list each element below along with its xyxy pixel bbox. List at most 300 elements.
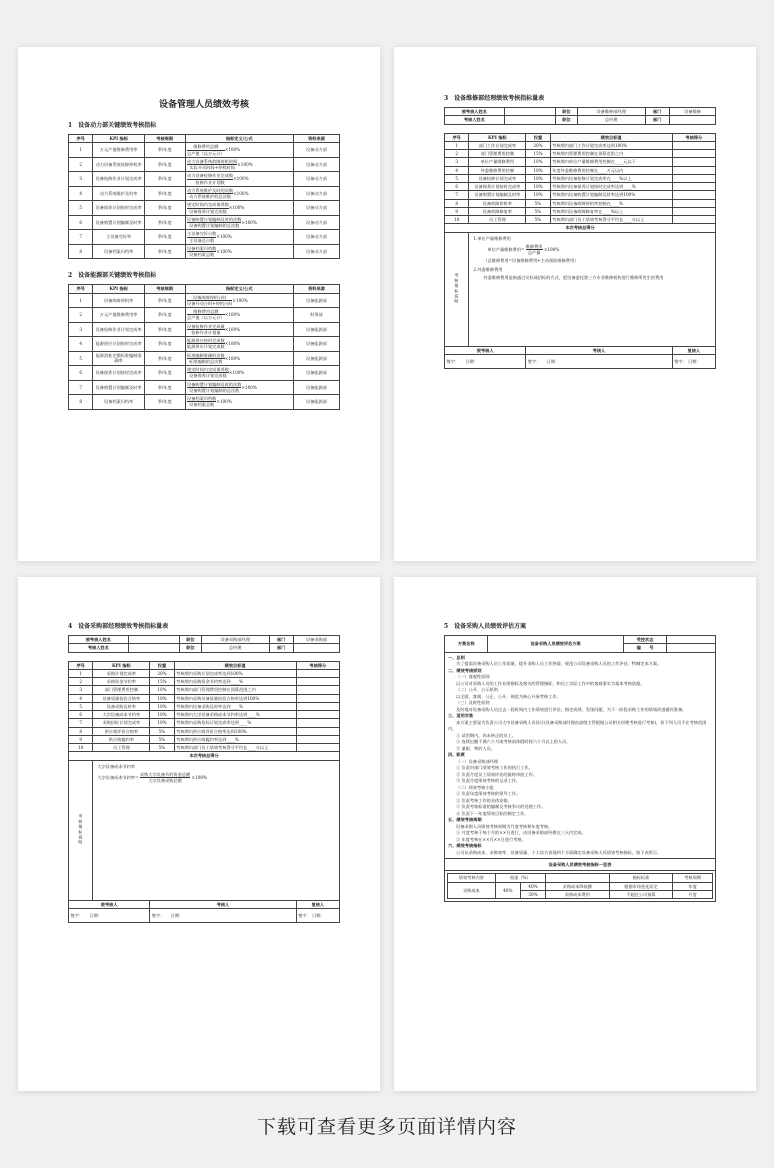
col-header: KPI 指标 — [469, 133, 526, 141]
weight: 10% — [150, 686, 174, 694]
row-number: 8 — [445, 199, 469, 207]
row-number: 9 — [69, 735, 93, 743]
target: 考核期内单位产量维修费用控制在____元以下 — [550, 158, 672, 166]
document-page-3 — [18, 577, 380, 1091]
data-source: 设备动力部 — [293, 172, 339, 187]
denominator: 主设备总台数 — [189, 237, 215, 243]
section-heading: 三、适用对象 — [448, 713, 474, 718]
row-number: 1 — [69, 143, 93, 158]
label: 考核人姓名 — [445, 116, 505, 124]
kpi-name: 动力设备系统故障停机率 — [93, 157, 144, 172]
score — [672, 183, 715, 191]
total-score-label: 本次考核总得分 — [69, 752, 340, 760]
denominator: 设备保养计划完成数 — [189, 208, 227, 214]
table-row — [445, 216, 716, 224]
table-row — [445, 191, 716, 199]
kpi-name: 部门管理费用控制 — [469, 150, 526, 158]
numerator: 动力系统维护及时的次数 — [187, 187, 234, 193]
data-source: 设备能源部 — [293, 293, 339, 308]
section-heading: 二、绩效考核原则 — [448, 667, 482, 673]
numerator: 设备档案归档数 — [187, 396, 217, 401]
numerator: 设备购置计划编制及时的次数 — [187, 216, 242, 222]
formula — [185, 380, 293, 395]
score — [672, 216, 715, 224]
fraction — [187, 295, 232, 307]
sig-cell — [150, 908, 296, 922]
table-row — [69, 143, 340, 158]
sig-header: 复核人 — [296, 900, 339, 908]
target: 考核期内设备故障停机率控制在____% — [550, 199, 672, 207]
row-number: 5 — [69, 702, 93, 710]
col-header: 资料来源 — [293, 135, 339, 143]
weight: 20% — [150, 669, 174, 677]
date-label: 日期： — [170, 912, 184, 918]
fraction — [187, 367, 229, 379]
col-header: 权重（%） — [495, 874, 545, 882]
page-title: 设备管理人员绩效考核 — [158, 100, 249, 110]
sign-label: 签字： — [446, 358, 457, 364]
data-source: 设备动力部 — [293, 201, 339, 216]
paragraph: 以全面、客观、公正、公开、规范为核心开展考核工作。 — [456, 693, 561, 699]
date-label: 日期： — [688, 358, 701, 364]
formula-tail: ×100% — [224, 355, 241, 361]
row-number: 8 — [69, 395, 93, 410]
weight: 10% — [526, 183, 550, 191]
col-header — [546, 874, 610, 882]
denominator: 能源供应计划完成数 — [187, 344, 225, 350]
table-row — [445, 141, 716, 149]
kpi-name: 员工管理 — [469, 216, 526, 224]
period: 季/年度 — [144, 157, 185, 172]
paragraph: 为了提高设备采购人员工作质量，提升采购人员工作热情，规范公司设备采购人员的工作评估，特制定本方案。 — [456, 661, 662, 666]
sig-header: 被考核人 — [69, 900, 150, 908]
kpi-name: 设备故障停机率 — [469, 199, 526, 207]
fraction — [187, 353, 225, 365]
target: 考核期内管理费用控制在预算范围之内 — [550, 150, 672, 158]
col-header: 序号 — [69, 661, 93, 669]
score — [296, 744, 339, 752]
target: 考核期内采购计划完成率达到100% — [174, 669, 296, 677]
score — [672, 174, 715, 182]
row-number: 5 — [69, 351, 93, 366]
denominator: 设备购置计划编制的总次数 — [189, 387, 240, 393]
denominator: 检修作业计划量 — [191, 329, 221, 335]
fraction — [187, 159, 237, 171]
table-row — [69, 669, 340, 677]
formula — [185, 172, 293, 187]
col-header: 资料来源 — [293, 285, 339, 293]
label: 职位 — [556, 108, 578, 116]
paragraph: ③ 负责考核标准的编制及考核争议的处理工作。 — [456, 804, 546, 809]
value: 设备维修部经理 — [577, 108, 645, 116]
denominator: 设备保养计划完成数 — [189, 373, 227, 379]
col-header: 考核周期 — [144, 285, 185, 293]
paragraph: ④ 负责下一年度绩效目标的制定工作。 — [456, 810, 529, 816]
weight: 10% — [150, 719, 174, 727]
row-number: 7 — [69, 230, 93, 245]
weight: 5% — [526, 207, 550, 215]
target: 考核期内供应商履约率达到____% — [174, 735, 296, 743]
fraction — [187, 188, 233, 200]
value — [669, 116, 715, 124]
target: 考核期内设备保养计划按时完成率达到____% — [550, 183, 672, 191]
plan-table — [444, 635, 716, 902]
score — [672, 158, 715, 166]
weight: 5% — [526, 216, 550, 224]
table-row — [69, 678, 340, 686]
table-row — [445, 174, 716, 182]
note-item: 1.单位产量维修费用 — [473, 235, 511, 241]
table-row — [69, 366, 340, 381]
fraction — [187, 396, 216, 408]
sig-cell — [69, 908, 150, 922]
fraction — [187, 231, 216, 243]
sig-header: 考核人 — [150, 900, 296, 908]
formula-tail: ×100% — [237, 161, 253, 167]
formula-tail: ×100% — [241, 219, 257, 225]
cycle: 月度 — [673, 890, 713, 898]
period: 季/年度 — [144, 230, 185, 245]
paragraph: （一）客观性原则 — [456, 674, 490, 679]
paragraph: （一）设备采购部经理 — [456, 758, 498, 764]
data-source: 设备动力部 — [293, 215, 339, 230]
note-label: 考核指标说明 — [445, 232, 469, 346]
kpi-name: 设备检修作业计划完成率 — [93, 172, 144, 187]
weight: 40% — [520, 882, 545, 890]
numerator: 规定时间内完成保养数 — [187, 202, 229, 208]
numerator: 能源供应按时完成数 — [187, 338, 225, 343]
paragraph: ② 负责考核工作的具体安排。 — [456, 797, 512, 803]
numerator: 设备故障停机台时 — [187, 295, 232, 301]
weight: 10% — [526, 191, 550, 199]
label: 部门 — [269, 644, 293, 652]
formula-tail: ×100% — [216, 248, 232, 254]
period: 季/年度 — [144, 143, 185, 158]
label: 被考核人姓名 — [445, 108, 505, 116]
kpi-name: 设备档案归档率 — [93, 395, 144, 410]
paragraph: ③ 兼职、特约人员。 — [456, 745, 496, 751]
formula-tail: ×100% — [224, 326, 241, 332]
weight: 15% — [526, 150, 550, 158]
row-number: 8 — [69, 244, 93, 259]
data-source: 设备能源部 — [293, 351, 339, 366]
col-header: KPI 指标 — [93, 135, 144, 143]
fraction — [526, 244, 543, 256]
col-header: 绩效考核内容 — [448, 874, 496, 882]
numerator: 设备购置计划编制及时的次数 — [187, 381, 242, 387]
target: 考核期内部门员工绩效考核得分平均在____分以上 — [174, 744, 296, 752]
fraction — [187, 309, 225, 321]
paragraph: ② 年度考核在××月××日进行考核。 — [456, 836, 526, 842]
table-row — [69, 293, 340, 308]
fraction — [187, 202, 229, 214]
kpi-name: 采购招标计划完成率 — [93, 719, 150, 727]
kpi-name: 设备检修计划完成率 — [469, 174, 526, 182]
kpi-name: 大宗设备成本节约率 — [93, 711, 150, 719]
weight: 5% — [150, 727, 174, 735]
kpi-name: 采购资金节约率 — [93, 678, 150, 686]
period: 季/年度 — [144, 186, 185, 201]
numerator: 维修费用 — [525, 243, 543, 249]
date-label: 日期： — [312, 912, 325, 918]
table-row — [69, 744, 340, 752]
date-label: 日期： — [465, 358, 478, 364]
period: 季/年度 — [144, 293, 185, 308]
weight: 5% — [526, 199, 550, 207]
row-number: 8 — [69, 727, 93, 735]
formula — [97, 772, 335, 784]
denominator: 检修作业计划数 — [195, 179, 225, 185]
kpi-name: 设备购置计划编制及时率 — [469, 191, 526, 199]
sign-label: 签字： — [298, 912, 311, 918]
table-row — [69, 380, 340, 395]
kpi-name: 设备购置计划编制及时率 — [93, 380, 144, 395]
data-source: 设备能源部 — [293, 366, 339, 381]
target: 考核期内大宗设备采购成本节约率达到____% — [174, 711, 296, 719]
section-heading: 4 设备采购部经理绩效考核指标量表 — [68, 623, 169, 630]
sig-cell — [672, 354, 715, 368]
target: 考核期内设备采购及时率达到____% — [174, 702, 296, 710]
denominator: 大宗设备采购总额 — [148, 778, 182, 783]
sig-cell — [445, 354, 526, 368]
note-sub: （总维修费用=设备维修费用+主动预防维修费用） — [483, 258, 579, 264]
weight: 5% — [150, 744, 174, 752]
sig-header: 考核人 — [526, 346, 672, 354]
section-heading: 六、绩效考核指标 — [448, 843, 482, 848]
numerator: 设备检修作业完成量 — [187, 323, 225, 329]
note-content — [469, 232, 716, 346]
score — [296, 727, 339, 735]
formula-tail: ×100% — [241, 384, 257, 390]
target: 年度外委维修费用控制在____万元以内 — [550, 166, 672, 174]
table-row — [445, 150, 716, 158]
weight: 10% — [526, 166, 550, 174]
paragraph: ② 负责月度员工绩效评估的最终审批工作。 — [456, 771, 537, 777]
col-header: 考核得分 — [672, 133, 715, 141]
kpi-name: 设备采购及时率 — [93, 702, 150, 710]
info-table — [68, 635, 340, 653]
section-heading: 3 设备维修部经理绩效考核指标量表 — [444, 95, 545, 102]
formula — [473, 244, 711, 256]
label: 部门 — [269, 636, 293, 644]
score — [296, 694, 339, 702]
label: 部门 — [645, 108, 669, 116]
col-header: 考核周期 — [144, 135, 185, 143]
weight: 10% — [526, 174, 550, 182]
paragraph: 及时地对设备采购人员过去一段时间内工作绩效进行评估，指定成绩，发现问题，为下一阶段采购工作的绩效改进做好准备。 — [456, 706, 687, 712]
paragraph: ① 试用期内，尚未转正的员工。 — [456, 732, 516, 738]
formula — [185, 186, 293, 201]
data-source: 设备能源部 — [293, 380, 339, 395]
row-number: 3 — [69, 172, 93, 187]
row-number: 5 — [445, 174, 469, 182]
table-row — [445, 158, 716, 166]
table-row — [445, 199, 716, 207]
row-number: 6 — [69, 215, 93, 230]
table-row — [69, 201, 340, 216]
score — [296, 686, 339, 694]
table-row — [69, 186, 340, 201]
kpi-name: 供应商履约率 — [93, 735, 150, 743]
period: 季/年度 — [144, 201, 185, 216]
col-header: 序号 — [69, 135, 93, 143]
weight: 10% — [150, 702, 174, 710]
value — [504, 108, 555, 116]
kpi-name: 部门工作计划完成率 — [469, 141, 526, 149]
paragraph: ① 负责年度绩效考核的领导工作。 — [456, 791, 521, 796]
table-row — [69, 702, 340, 710]
formula-tail: ×100% — [216, 398, 232, 404]
group-weight: 40% — [495, 882, 520, 899]
total-score-label: 本次考核总得分 — [445, 224, 716, 232]
table-row — [445, 166, 716, 174]
formula-left: 大宗设备成本节约率= — [97, 774, 139, 780]
paragraph: （二）公开、公示原则 — [456, 687, 498, 692]
denominator: 设备购置计划编制的总次数 — [189, 223, 240, 228]
kpi-table-power — [68, 134, 340, 259]
download-prompt[interactable]: 下载可查看更多页面详情内容 — [256, 1116, 517, 1138]
col-header: 指标标准 — [609, 874, 673, 882]
value — [504, 116, 555, 124]
paragraph: （二）绩效考核小组 — [456, 784, 494, 790]
value — [128, 644, 179, 652]
sig-cell — [296, 908, 339, 922]
data-source: 设备能源部 — [293, 337, 339, 352]
kpi-name: 设备故障修复率 — [469, 207, 526, 215]
fraction — [187, 246, 216, 258]
formula-tail: ×100% — [233, 190, 249, 196]
row-number: 1 — [69, 293, 93, 308]
paragraph: 设备采购人员绩效考核周期为月度考核和年度考核。 — [456, 823, 553, 829]
numerator: 维修费用总额 — [187, 309, 225, 315]
col-header: KPI 指标 — [93, 285, 144, 293]
col-header: KPI 指标 — [93, 661, 150, 669]
weight: 10% — [150, 694, 174, 702]
plan-body — [445, 652, 716, 859]
table-row — [69, 727, 340, 735]
row-number: 1 — [69, 669, 93, 677]
col-header: 权重 — [526, 133, 550, 141]
kpi-name: 采购计划完成率 — [93, 669, 150, 677]
denominator: 总产量 — [527, 250, 541, 255]
formula-tail: ×100% — [224, 340, 241, 346]
denominator: 总产值（以万元计） — [187, 150, 225, 156]
numerator: 标准编制准确的次数 — [187, 352, 225, 358]
formula-tail: ×100% — [543, 246, 560, 252]
value: 总经理 — [577, 116, 645, 124]
target: 考核期内设备购置计划编制及时率达到100% — [550, 191, 672, 199]
kpi-name: 设备质量检验合格率 — [93, 694, 150, 702]
label: 部门 — [645, 116, 669, 124]
row-number: 3 — [69, 322, 93, 337]
col-header: 指标定义/公式 — [185, 135, 293, 143]
period: 季/年度 — [144, 322, 185, 337]
fraction — [187, 324, 225, 336]
table-row — [69, 308, 340, 323]
target: 考核期内供应商评价合格率达到100% — [174, 727, 296, 735]
period: 季/年度 — [144, 215, 185, 230]
document-page-4 — [394, 577, 756, 1091]
kpi-table-procurement — [68, 661, 340, 923]
row-number: 6 — [69, 366, 93, 381]
col-header: 绩效目标值 — [550, 133, 672, 141]
fraction — [140, 772, 190, 784]
row-number: 7 — [445, 191, 469, 199]
weight: 15% — [150, 678, 174, 686]
row-number: 1 — [445, 141, 469, 149]
col-header: 考核周期 — [673, 874, 713, 882]
standard: 根据市场变化而定 — [609, 882, 673, 890]
target: 考核期内设备故障修复率在____%以上 — [550, 207, 672, 215]
denominator: 标准编制的总次数 — [189, 358, 223, 364]
row-number: 4 — [69, 337, 93, 352]
formula-tail: ×100% — [216, 234, 232, 239]
label: 考核人姓名 — [69, 644, 129, 652]
score — [296, 719, 339, 727]
weight: 10% — [150, 711, 174, 719]
section-heading: 2 设备能源部关键绩效考核指标 — [68, 272, 157, 280]
kpi-name: 供应商评价合格率 — [93, 727, 150, 735]
section-heading: 5 设备采购人员绩效评估方案 — [444, 623, 527, 630]
target: 考核期内采购设备质量检验合格率达到100% — [174, 694, 296, 702]
table-row — [69, 711, 340, 719]
formula — [185, 351, 293, 366]
weight: 20% — [526, 141, 550, 149]
formula — [185, 201, 293, 216]
row-number: 10 — [445, 216, 469, 224]
numerator: 主设备完好台数 — [187, 231, 217, 237]
target: 考核期内部门管理费用控制在预算范围之内 — [174, 686, 296, 694]
section-heading: 四、职责 — [448, 752, 465, 757]
label: 职位 — [556, 116, 578, 124]
table-row — [69, 244, 340, 259]
row-number: 4 — [445, 166, 469, 174]
row-number: 9 — [445, 207, 469, 215]
note-content — [93, 760, 340, 900]
kpi-name: 单位产量维修费用 — [469, 158, 526, 166]
data-source: 财务部 — [293, 308, 339, 323]
paragraph: ① 月度考核于每个月的××日进行，由设备采购部经理在三天内完成。 — [456, 830, 586, 835]
score — [672, 199, 715, 207]
fraction — [187, 217, 241, 229]
kpi-name: 设备购置计划编制及时率 — [93, 215, 144, 230]
denominator: 实际开动时间+停机时间 — [189, 165, 235, 170]
score — [672, 191, 715, 199]
row-number: 4 — [69, 186, 93, 201]
period: 季/年度 — [144, 395, 185, 410]
kpi-name: 能源消耗定额标准编制准确率 — [93, 351, 144, 366]
table-row — [69, 157, 340, 172]
numerator: 动力设备系统故障停机时间 — [187, 158, 238, 164]
weight: 5% — [150, 735, 174, 743]
label: 方案名称 — [445, 636, 488, 653]
table-row — [69, 322, 340, 337]
kpi-name: 部门管理费用控制 — [93, 686, 150, 694]
score — [296, 702, 339, 710]
table-row — [69, 694, 340, 702]
kpi-name: 能源供应计划按时完成率 — [93, 337, 144, 352]
period: 季/年度 — [144, 351, 185, 366]
cycle: 年度 — [673, 882, 713, 890]
formula-tail: ×100% — [228, 369, 245, 375]
formula-tail: ×100% — [233, 176, 249, 181]
denominator: 动力系统维护的总次数 — [189, 194, 231, 199]
score — [296, 678, 339, 686]
note-item: 大宗设备成本节约率 — [97, 763, 136, 769]
formula — [185, 322, 293, 337]
paragraph: （三）及时性原则 — [456, 700, 490, 705]
table-row — [69, 719, 340, 727]
